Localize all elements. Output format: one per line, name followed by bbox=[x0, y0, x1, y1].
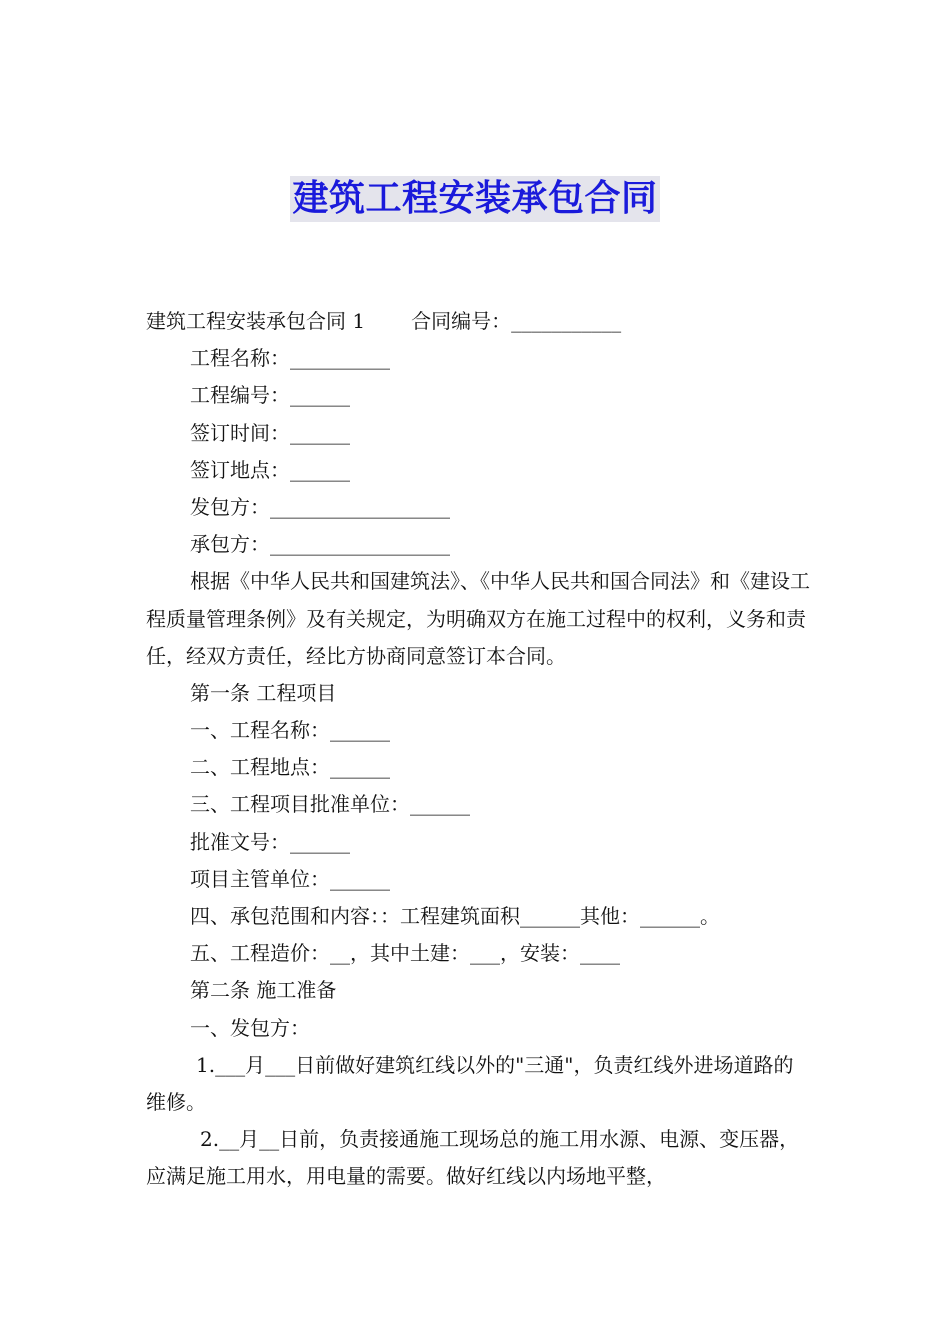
contractor-field: 承包方：__________________ bbox=[190, 532, 450, 557]
article1-item: 三、工程项目批准单位：______ bbox=[190, 792, 470, 817]
article2-subheading: 一、发包方： bbox=[190, 1015, 310, 1040]
article1-item: 四、承包范围和内容：：工程建筑面积______其他：______。 bbox=[190, 904, 720, 929]
article2-item2-text: 2.__月__日前，负责接通施工现场总的施工用水源、电源、变压器，应满足施工用水，用电量的需要。做好红线以内场地平整， bbox=[146, 1127, 800, 1189]
article2-item1-text: 1.___月___日前做好建筑红线以外的"三通"，负责红线外进场道路的维修。 bbox=[146, 1052, 794, 1114]
preamble-paragraph bbox=[146, 563, 810, 675]
article1-item: 批准文号：______ bbox=[190, 829, 350, 854]
contract-number-field: 合同编号：___________ bbox=[411, 309, 622, 333]
document-title: 建筑工程安装承包合同 bbox=[290, 176, 659, 222]
header-line bbox=[146, 303, 810, 340]
preamble-text: 根据《中华人民共和国建筑法》、《中华人民共和国合同法》和《建设工程质量管理条例》及有关规定，为明确双方在施工过程中的权利，义务和责任，经双方责任，经比方协商同意签订本合同。 bbox=[146, 569, 810, 668]
article1-item: 一、工程名称：______ bbox=[190, 718, 390, 743]
article2-heading: 第二条 施工准备 bbox=[190, 978, 337, 1003]
article2-item1 bbox=[146, 1047, 810, 1121]
title-container bbox=[0, 176, 950, 222]
project-number-field: 工程编号：______ bbox=[190, 383, 350, 408]
employer-field: 发包方：__________________ bbox=[190, 494, 450, 519]
document-body bbox=[146, 303, 810, 1196]
project-name-field: 工程名称：__________ bbox=[190, 346, 390, 371]
article1-item: 二、工程地点：______ bbox=[190, 755, 390, 780]
contract-heading: 建筑工程安装承包合同 1 bbox=[146, 309, 366, 333]
article1-item: 项目主管单位：______ bbox=[190, 866, 390, 891]
article1-item: 五、工程造价：__，其中土建：___，安装：____ bbox=[190, 941, 620, 966]
article2-item2 bbox=[146, 1121, 810, 1195]
signing-place-field: 签订地点：______ bbox=[190, 457, 350, 482]
article1-heading: 第一条 工程项目 bbox=[190, 680, 337, 705]
signing-date-field: 签订时间：______ bbox=[190, 420, 350, 445]
